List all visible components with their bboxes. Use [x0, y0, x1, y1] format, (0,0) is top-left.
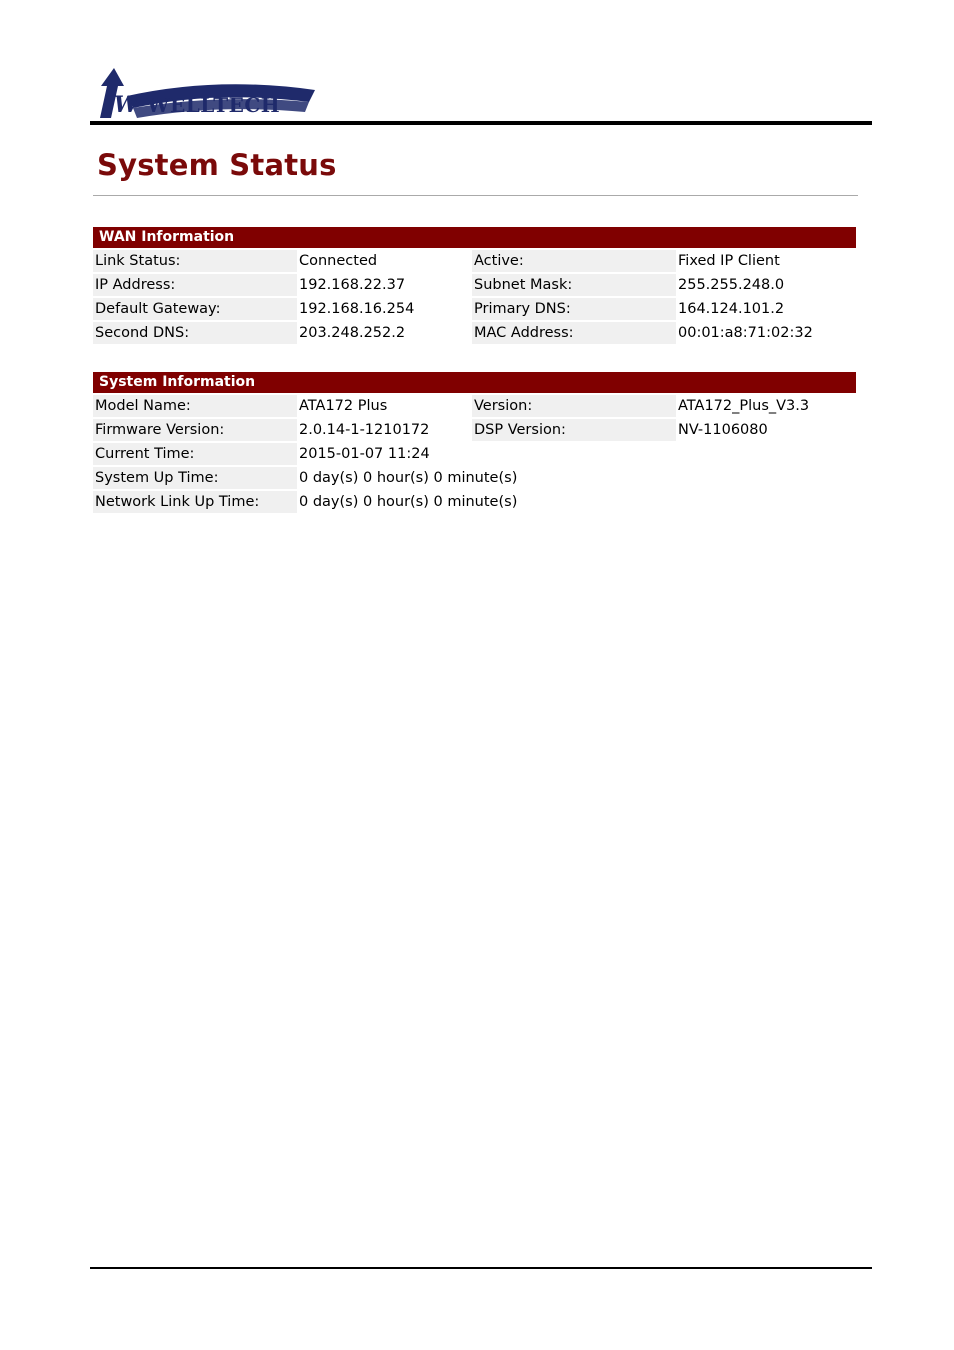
- table-row: [93, 274, 856, 296]
- table-row: [93, 250, 856, 272]
- field-label: Primary DNS:: [472, 298, 676, 320]
- field-value: 0 day(s) 0 hour(s) 0 minute(s): [299, 470, 518, 486]
- field-value: 164.124.101.2: [678, 301, 785, 317]
- welltech-logo: [97, 66, 319, 122]
- field-value: Connected: [299, 253, 378, 269]
- field-label: Default Gateway:: [93, 298, 297, 320]
- table-row: [93, 395, 856, 417]
- field-label: IP Address:: [93, 274, 297, 296]
- page-title: System Status: [97, 148, 337, 182]
- field-value: ATA172 Plus: [299, 398, 388, 414]
- field-value: 203.248.252.2: [299, 325, 406, 341]
- field-value: 2.0.14-1-1210172: [299, 422, 430, 438]
- svg-text:W: W: [114, 92, 139, 118]
- section-header: System Information: [93, 372, 856, 393]
- field-value: 192.168.16.254: [299, 301, 415, 317]
- table-row: [93, 322, 856, 344]
- field-label: MAC Address:: [472, 322, 676, 344]
- table-row: [93, 467, 856, 489]
- title-divider: [93, 195, 858, 196]
- table-row: [93, 419, 856, 441]
- logo-text: WELLTECH: [147, 93, 281, 117]
- field-label: Network Link Up Time:: [93, 491, 297, 513]
- field-label: Model Name:: [93, 395, 297, 417]
- table-row: [93, 491, 856, 513]
- table-row: [93, 443, 856, 465]
- field-label: Second DNS:: [93, 322, 297, 344]
- header-divider: [90, 121, 872, 125]
- field-label: Firmware Version:: [93, 419, 297, 441]
- section-header: WAN Information: [93, 227, 856, 248]
- field-value: Fixed IP Client: [678, 253, 780, 269]
- field-value: 0 day(s) 0 hour(s) 0 minute(s): [299, 494, 518, 510]
- field-label: Active:: [472, 250, 676, 272]
- field-value: 255.255.248.0: [678, 277, 785, 293]
- field-label: Subnet Mask:: [472, 274, 676, 296]
- field-label: Link Status:: [93, 250, 297, 272]
- field-value: 00:01:a8:71:02:32: [678, 325, 813, 341]
- footer-divider: [90, 1267, 872, 1269]
- table-row: [93, 298, 856, 320]
- field-value: 192.168.22.37: [299, 277, 406, 293]
- field-value: 2015-01-07 11:24: [299, 446, 430, 462]
- field-value: ATA172_Plus_V3.3: [678, 398, 810, 414]
- field-value: NV-1106080: [678, 422, 768, 438]
- field-label: System Up Time:: [93, 467, 297, 489]
- field-label: Current Time:: [93, 443, 297, 465]
- wan-information-section: [93, 227, 856, 344]
- field-label: Version:: [472, 395, 676, 417]
- field-label: DSP Version:: [472, 419, 676, 441]
- system-information-section: [93, 372, 856, 513]
